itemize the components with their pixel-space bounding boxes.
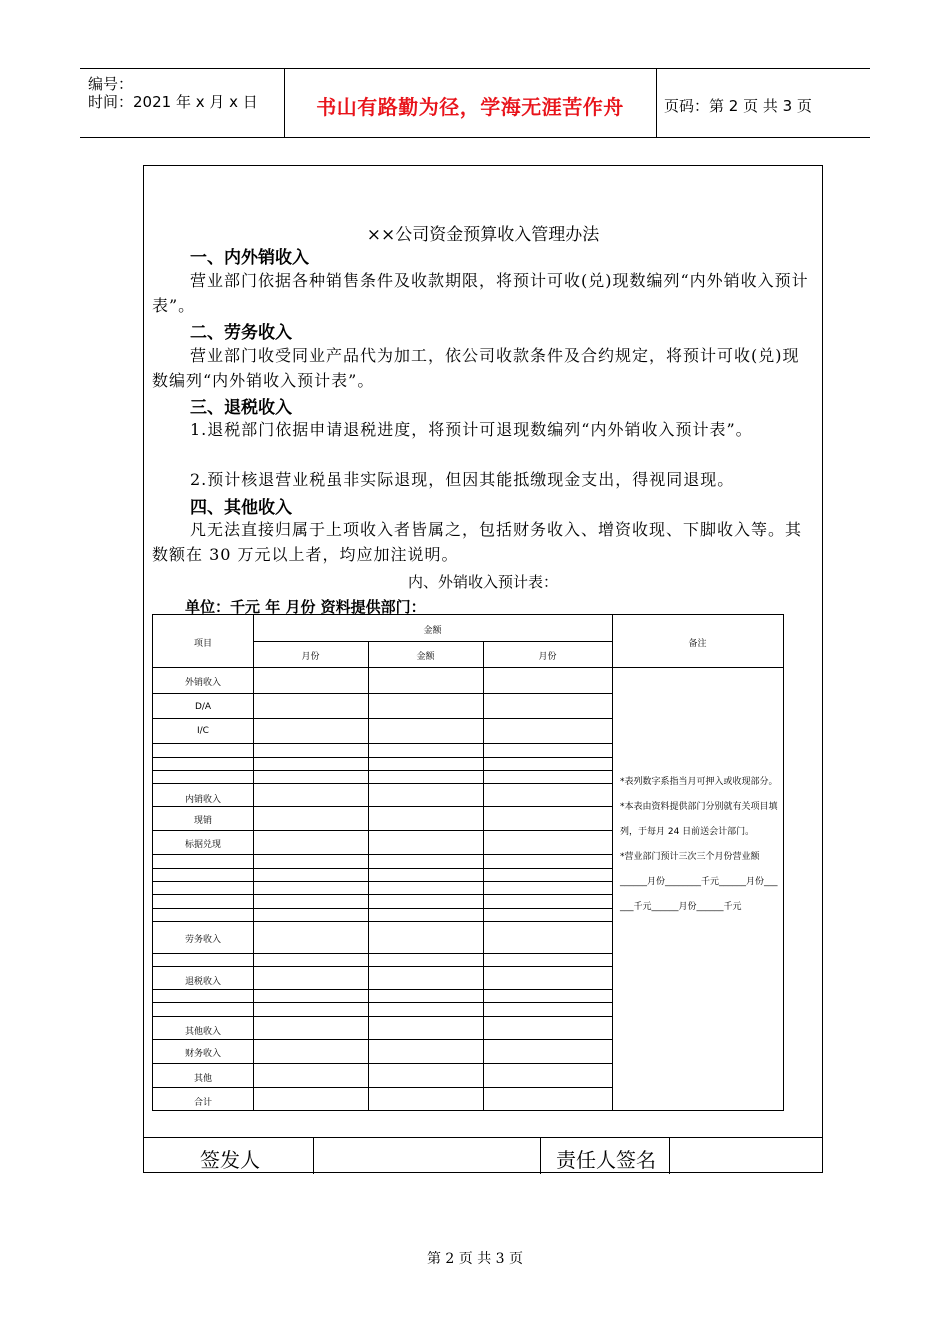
- table-grid-line: [153, 743, 612, 744]
- table-grid-line: [153, 783, 612, 784]
- section-paragraph: 营业部门收受同业产品代为加工，依公司收款条件及合约规定，将预计可收(兑)现数编列“内外销收入预计表”。: [152, 346, 800, 390]
- remarks-note: *本表由资料提供部门分别就有关项目填列，于每月 24 日前送会计部门。: [620, 802, 778, 837]
- header-meta-cell: [80, 69, 285, 137]
- section-paragraph: 营业部门依据各种销售条件及收款期限，将预计可收(兑)现数编列“内外销收入预计表”。: [152, 271, 809, 315]
- table-grid-line: [153, 1063, 612, 1064]
- signature-row: [143, 1137, 823, 1174]
- section-heading: 二、劳务收入: [190, 323, 292, 343]
- header-page-cell: [656, 69, 870, 137]
- header-sub-month: 月份: [538, 652, 557, 662]
- table-grid-line: [153, 1016, 612, 1017]
- section-heading: 四、其他收入: [190, 498, 292, 518]
- page-info: 页码：第 2 页 共 3 页: [664, 97, 812, 115]
- table-grid-line: [153, 1039, 612, 1040]
- header-item: 项目: [193, 639, 212, 649]
- remarks-notes: [620, 770, 778, 920]
- row-label: 合计: [193, 1098, 212, 1108]
- table-grid-line: [153, 1087, 612, 1088]
- table-grid-line: [153, 953, 612, 954]
- serial-label: 编号：: [88, 75, 134, 93]
- header-amount: 金额: [423, 626, 442, 636]
- section-heading: 三、退税收入: [190, 398, 292, 418]
- section-paragraph: 1.退税部门依据申请退税进度，将预计可退现数编列“内外销收入预计表”。: [190, 420, 753, 439]
- signature-divider: [313, 1138, 314, 1174]
- signature-divider: [540, 1138, 541, 1174]
- table-grid-line: [153, 989, 612, 990]
- row-label: 内销收入: [184, 795, 221, 805]
- form-title: 内、外销收入预计表：: [407, 573, 558, 591]
- row-label: 劳务收入: [184, 935, 221, 945]
- header-remarks: 备注: [688, 639, 707, 649]
- form-unit-line: 单位：千元 年 月份 资料提供部门：: [185, 598, 426, 616]
- motto: 书山有路勤为径，学海无涯苦作舟: [316, 95, 624, 119]
- table-grid-line: [153, 667, 783, 668]
- page-footer: 第 2 页 共 3 页: [426, 1251, 524, 1267]
- row-label: 标据兑现: [184, 840, 221, 850]
- row-label: 外销收入: [184, 678, 221, 688]
- section-paragraph: 凡无法直接归属于上项收入者皆属之，包括财务收入、增资收现、下脚收入等。其数额在 30 万元以上者，均应加注说明。: [152, 520, 803, 564]
- table-grid-line: [612, 615, 613, 1110]
- header-sub-amount: 金额: [416, 652, 435, 662]
- table-grid-line: [153, 770, 612, 771]
- row-label: 退税收入: [184, 977, 221, 987]
- table-grid-line: [153, 806, 612, 807]
- table-grid-line: [253, 641, 612, 642]
- table-grid-line: [153, 757, 612, 758]
- issuer-label: 签发人: [200, 1148, 260, 1172]
- forecast-table: [152, 614, 784, 1111]
- remarks-note: ______月份________千元______月份______千元______月份______千元: [620, 877, 778, 912]
- table-grid-line: [153, 921, 612, 922]
- row-label: 财务收入: [184, 1049, 221, 1059]
- table-grid-line: [153, 693, 612, 694]
- table-grid-line: [253, 615, 254, 1110]
- remarks-note: *营业部门预计三次三个月份营业额: [620, 852, 760, 862]
- table-grid-line: [153, 854, 612, 855]
- row-label: I/C: [197, 726, 209, 736]
- table-grid-line: [153, 894, 612, 895]
- row-label: 其他: [193, 1074, 212, 1084]
- row-label: 其他收入: [184, 1027, 221, 1037]
- section-heading: 一、内外销收入: [190, 248, 309, 268]
- header-sub-month: 月份: [301, 652, 320, 662]
- responsible-label: 责任人签名: [556, 1148, 656, 1172]
- document-title: ××公司资金预算收入管理办法: [366, 225, 600, 245]
- row-label: D/A: [194, 702, 212, 712]
- header-motto-cell: [284, 69, 657, 137]
- table-grid-line: [153, 868, 612, 869]
- section-paragraph: 2.预计核退营业税虽非实际退现，但因其能抵缴现金支出，得视同退现。: [190, 470, 735, 489]
- table-grid-line: [153, 966, 612, 967]
- table-grid-line: [153, 881, 612, 882]
- page-header: [80, 68, 870, 138]
- row-label: 现销: [193, 816, 212, 826]
- table-grid-line: [153, 1002, 612, 1003]
- table-grid-line: [153, 718, 612, 719]
- remarks-note: *表列数字系指当月可押入或收现部分。: [620, 777, 778, 787]
- table-grid-line: [153, 830, 612, 831]
- table-grid-line: [153, 908, 612, 909]
- signature-divider: [669, 1138, 670, 1174]
- time-label: 时间：2021 年 x 月 x 日: [88, 93, 258, 111]
